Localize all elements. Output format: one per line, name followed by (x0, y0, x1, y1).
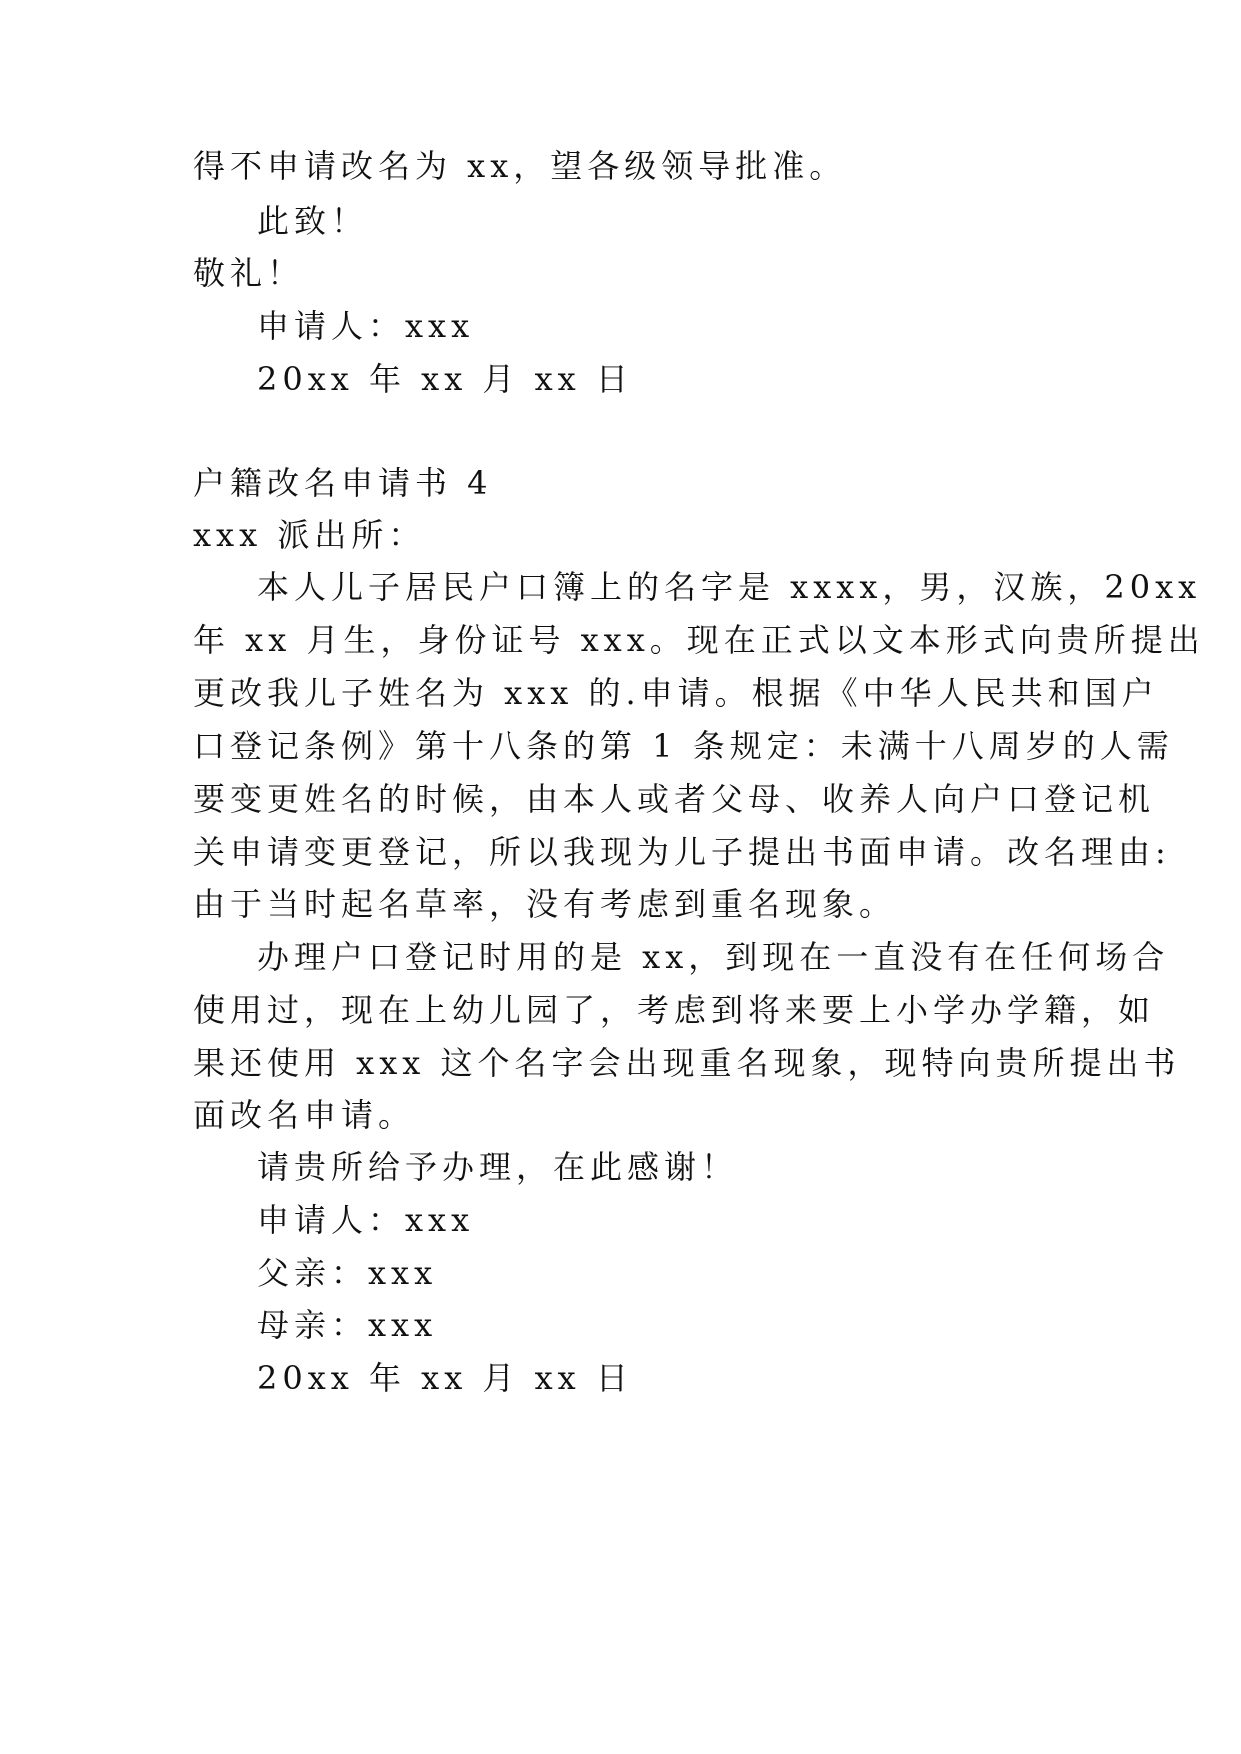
closing-line: 得不申请改名为 xx，望各级领导批准。 (193, 147, 847, 185)
paragraph-line: 年 xx 月生，身份证号 xxx。现在正式以文本形式向贵所提出 (193, 621, 1205, 659)
paragraph-line: 由于当时起名草率，没有考虑到重名现象。 (193, 885, 897, 923)
regards: 敬礼！ (193, 254, 305, 292)
date-line: 20xx 年 xx 月 xx 日 (257, 1359, 633, 1397)
thanks-line: 请贵所给予办理，在此感谢！ (257, 1148, 739, 1186)
paragraph-line: 关申请变更登记，所以我现为儿子提出书面申请。改名理由: (193, 833, 1171, 871)
section-title: 户籍改名申请书 4 (193, 464, 493, 502)
paragraph-line: 面改名申请。 (193, 1096, 416, 1134)
paragraph-line: 本人儿子居民户口簿上的名字是 xxxx，男，汉族，20xx (257, 568, 1202, 606)
salutation: 此致！ (257, 202, 369, 240)
paragraph-line: 办理户口登记时用的是 xx，到现在一直没有在任何场合 (257, 938, 1170, 976)
father-line: 父亲：xxx (257, 1254, 438, 1292)
applicant-line: 申请人：xxx (257, 307, 475, 345)
paragraph-line: 要变更姓名的时候，由本人或者父母、收养人向户口登记机 (193, 780, 1156, 818)
paragraph-line: 口登记条例》第十八条的第 1 条规定：未满十八周岁的人需 (193, 727, 1174, 765)
mother-line: 母亲：xxx (257, 1306, 438, 1344)
paragraph-line: 使用过，现在上幼儿园了，考虑到将来要上小学办学籍，如 (193, 991, 1156, 1029)
paragraph-line: 果还使用 xxx 这个名字会出现重名现象，现特向贵所提出书 (193, 1044, 1181, 1082)
date-line: 20xx 年 xx 月 xx 日 (257, 360, 633, 398)
recipient-line: xxx 派出所： (193, 516, 426, 554)
applicant-line: 申请人：xxx (257, 1201, 475, 1239)
paragraph-line: 更改我儿子姓名为 xxx 的.申请。根据《中华人民共和国户 (193, 674, 1159, 712)
